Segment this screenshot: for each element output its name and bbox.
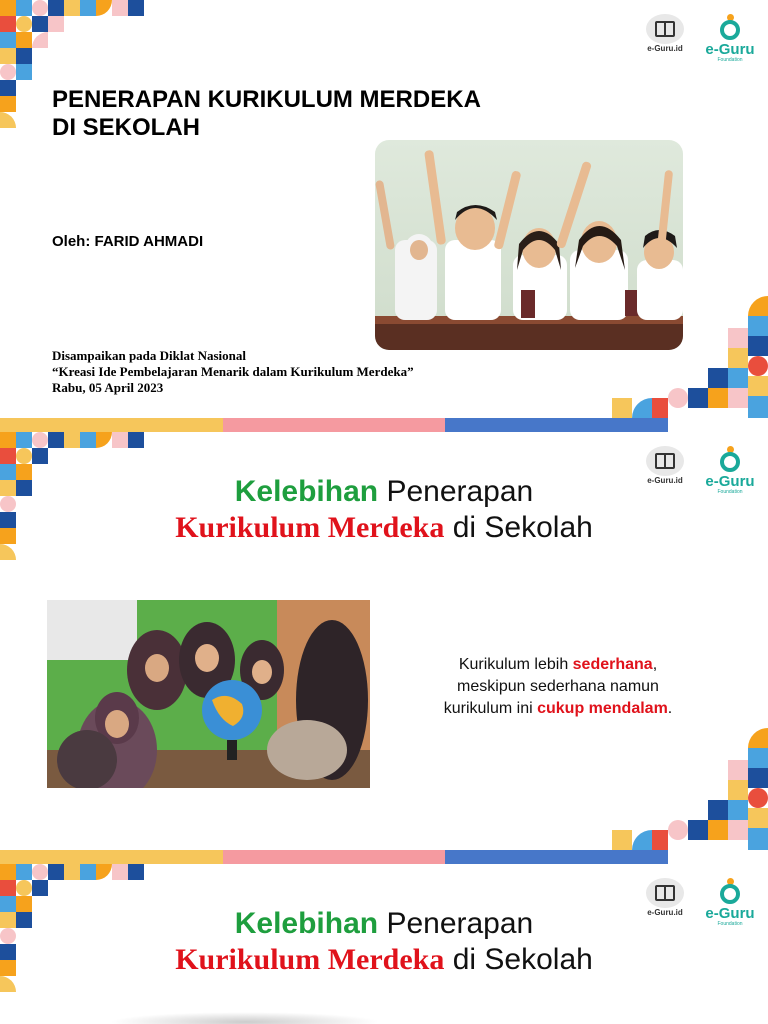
- photo-shadow: [110, 1012, 380, 1024]
- decorative-pattern-bottom-right: [612, 296, 768, 418]
- eguru-id-logo: e-Guru.id: [640, 14, 690, 53]
- eguru-id-logo: e-Guru.id: [640, 878, 690, 917]
- slide-title: Kelebihan Penerapan Kurikulum Merdeka di Sekolah: [175, 907, 593, 976]
- slide-title: Kelebihan Penerapan Kurikulum Merdeka di Sekolah: [175, 475, 593, 544]
- eguru-foundation-logo: e-Guru Foundation: [700, 878, 760, 927]
- decorative-pattern-bottom-right: [612, 728, 768, 850]
- presentation-title: PENERAPAN KURIKULUM MERDEKA DI SEKOLAH: [52, 86, 481, 141]
- students-with-globe-photo: [47, 600, 370, 788]
- delivery-info: Disampaikan pada Diklat Nasional “Kreasi Ide Pembelajaran Menarik dalam Kurikulum Merdeka” Rabu, 05 April 2023: [52, 348, 414, 395]
- divider-stripe-1: [0, 418, 768, 432]
- eguru-foundation-logo: e-Guru Foundation: [700, 446, 760, 495]
- book-icon: [646, 14, 684, 44]
- author-line: Oleh: FARID AHMADI: [52, 233, 204, 250]
- eguru-id-logo: e-Guru.id: [640, 446, 690, 485]
- eguru-person-icon: [717, 14, 743, 42]
- divider-stripe-2: [0, 850, 768, 864]
- book-icon: [646, 878, 684, 908]
- advantage-paragraph: Kurikulum lebih sederhana, meskipun sederhana namun kurikulum ini cukup mendalam.: [443, 656, 673, 717]
- eguru-person-icon: [717, 446, 743, 474]
- slide-3: [0, 864, 768, 1024]
- book-icon: [646, 446, 684, 476]
- eguru-person-icon: [717, 878, 743, 906]
- eguru-foundation-logo: e-Guru Foundation: [700, 14, 760, 63]
- slide-2: [0, 432, 768, 850]
- slide-1: [0, 0, 768, 418]
